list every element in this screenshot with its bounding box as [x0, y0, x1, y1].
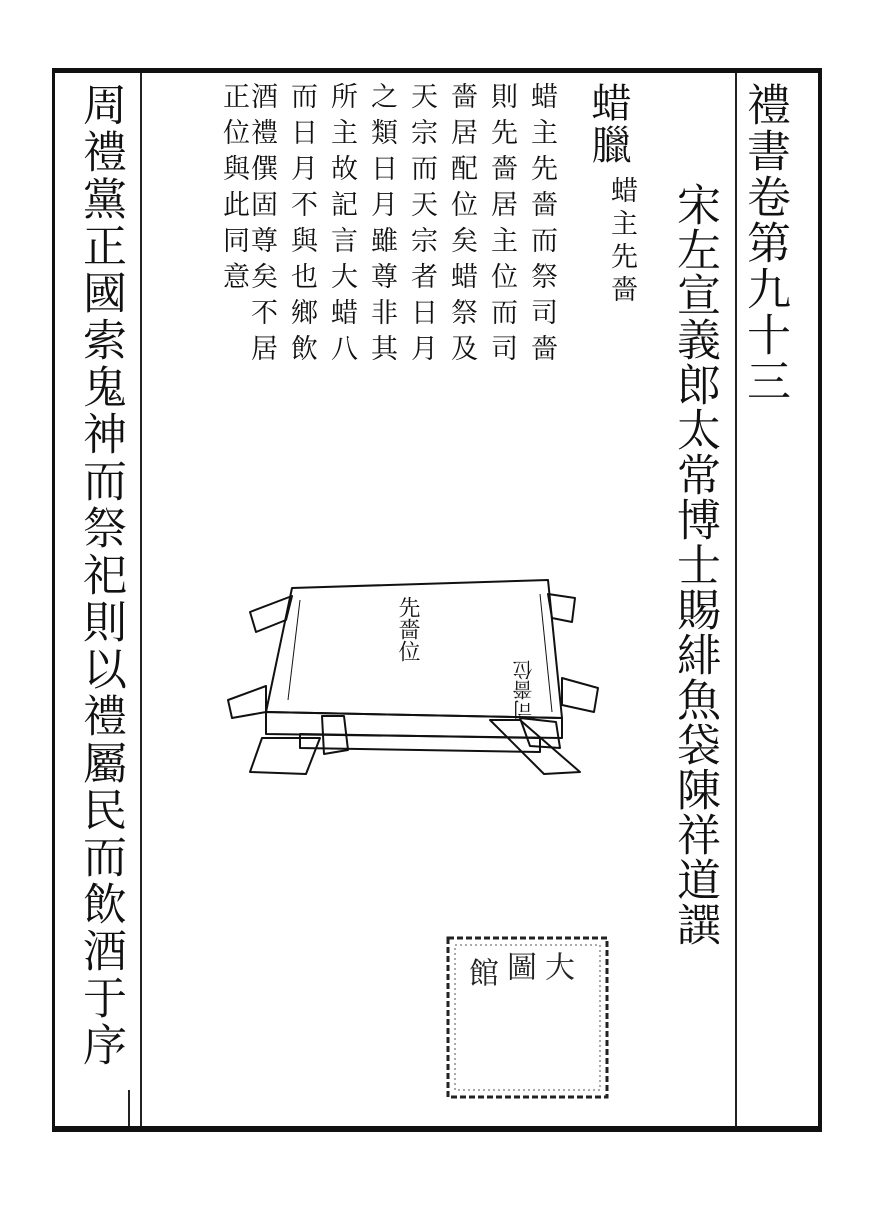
body-column: 蜡主先嗇而祭司嗇: [526, 82, 557, 370]
body-column: 則先嗇居主位而司: [486, 82, 517, 370]
body-column: 天宗而天宗者日月: [406, 82, 437, 370]
body-column: 而日月不與也鄉飲: [286, 82, 317, 370]
tablet-label-secondary: 司嗇位: [512, 660, 536, 720]
body-column: 正位與此同意: [218, 82, 249, 298]
author-line: 宋左宣義郎太常博士賜緋魚袋陳祥道譔: [669, 182, 720, 947]
heading-note: 蜡主先嗇: [606, 176, 637, 308]
library-seal: [445, 935, 610, 1100]
body-column: 酒禮僎固尊矣不居: [246, 82, 277, 370]
tablet-label-main: 先嗇位: [395, 596, 420, 662]
bottom-column: 周禮黨正國索鬼神而祭祀則以禮屬民而飲酒于序: [75, 82, 126, 1069]
volume-title: 禮書卷第九十三: [739, 82, 790, 404]
section-heading: 蜡臘: [585, 82, 631, 166]
body-column: 嗇居配位矣蜡祭及: [446, 82, 477, 370]
body-column: 之類日月雖尊非其: [366, 82, 397, 370]
seal-char: 館: [463, 957, 498, 987]
seal-char: 圖: [501, 951, 536, 981]
body-column: 所主故記言大蜡八: [326, 82, 357, 370]
seal-char: 大: [539, 951, 574, 981]
